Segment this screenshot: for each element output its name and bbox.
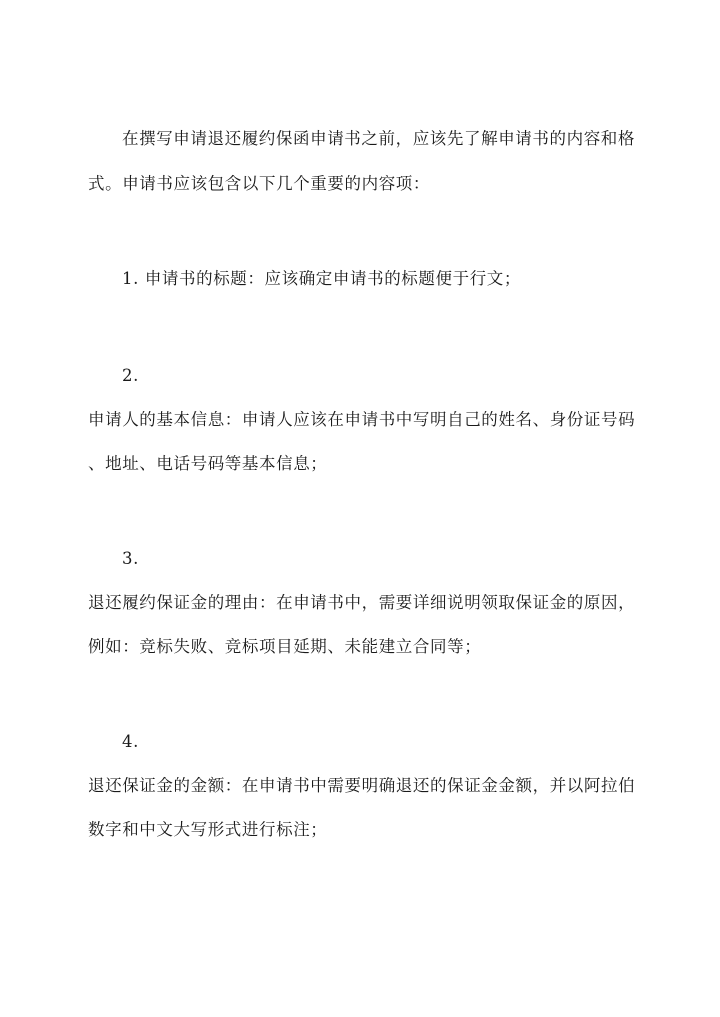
list-item-2-number: 2. (122, 366, 139, 385)
intro-line-2: 式。申请书应该包含以下几个重要的内容项： (88, 174, 430, 193)
list-item-1 (122, 267, 672, 291)
list-item-3-text-line-2: 例如：竞标失败、竞标项目延期、未能建立合同等； (88, 637, 482, 656)
list-item-number: 1. (122, 269, 139, 288)
intro-line-1: 在撰写申请退还履约保函申请书之前，应该先了解申请书的内容和格 (122, 129, 635, 148)
list-item-text: 申请书的标题：应该确定申请书的标题便于行文； (144, 269, 522, 288)
list-item-4-text-line-2: 数字和中文大写形式进行标注； (88, 820, 328, 839)
list-item-2-text-line-2: 、地址、电话号码等基本信息； (88, 454, 328, 473)
list-item-4-number: 4. (122, 732, 139, 751)
list-item-3-number: 3. (122, 549, 139, 568)
list-item-2-text-line-1: 申请人的基本信息：申请人应该在申请书中写明自己的姓名、身份证号码 (88, 410, 636, 429)
list-item-3-text-line-1: 退还履约保证金的理由：在申请书中，需要详细说明领取保证金的原因， (88, 593, 636, 612)
list-item-4-text-line-1: 退还保证金的金额：在申请书中需要明确退还的保证金金额，并以阿拉伯 (88, 776, 636, 795)
